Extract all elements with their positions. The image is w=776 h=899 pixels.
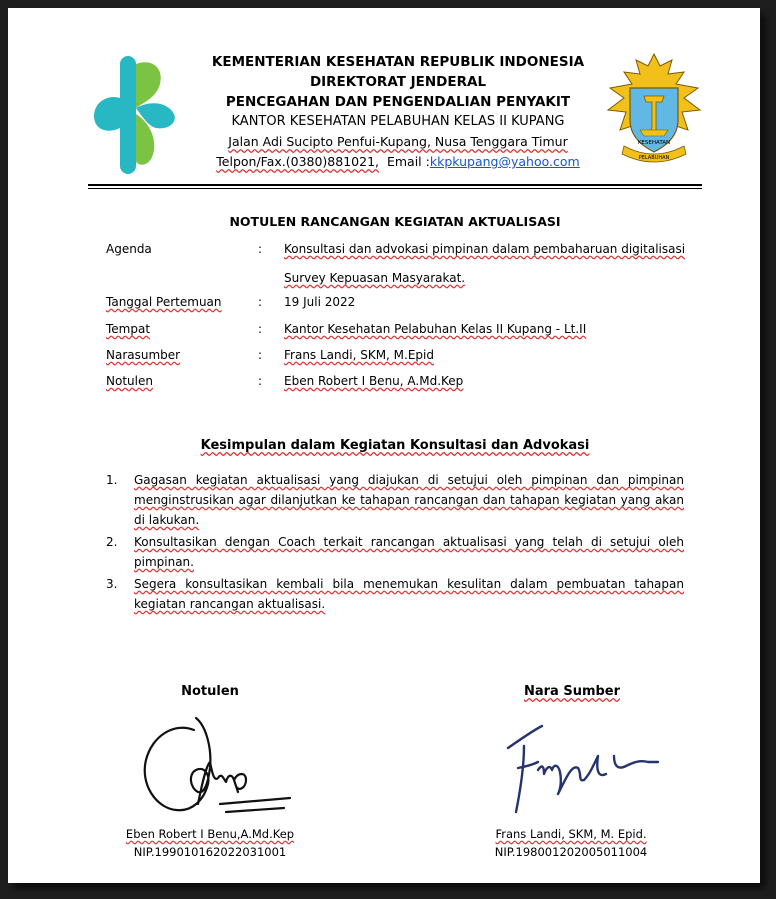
ministry-name: KEMENTERIAN KESEHATAN REPUBLIK INDONESIA [211,54,585,70]
list-item [106,470,684,530]
colon: : [258,322,263,336]
list-text: Konsultasikan dengan Coach terkait rancangan aktualisasi yang telah di setujui oleh pimpinan. [134,535,684,569]
date-value: 19 Juli 2022 [284,295,356,309]
directorate: DIREKTORAT JENDERAL [309,74,487,90]
document-page [8,8,760,883]
header-rule-thin [88,188,702,189]
list-text: Segera konsultasikan kembali bila menemukan kesulitan dalam pembuatan tahapan kegiatan rancangan aktualisasi. [134,577,684,611]
agenda-label: Agenda [106,242,152,256]
colon: : [258,242,263,256]
agenda-value: Konsultasi dan advokasi pimpinan dalam pembaharuan digitalisasi [284,242,686,256]
list-item [106,574,684,614]
narasumber-signature [498,712,668,822]
document-title: NOTULEN RANCANGAN KEGIATAN AKTUALISASI [229,214,561,229]
emblem-bottom-text: PELABUHAN [638,155,670,161]
list-item [106,532,684,572]
colon: : [258,374,263,388]
office-address: Jalan Adi Sucipto Penfui-Kupang, Nusa Tenggara Timur [228,134,568,149]
conclusion-title: Kesimpulan dalam Kegiatan Konsultasi dan Advokasi [200,438,590,453]
header-rule [88,184,702,186]
phone-text: Telpon/Fax.(0380)881021, [216,154,380,169]
agenda-value-cont: Survey Kepuasan Masyarakat. [284,271,466,285]
narasumber-name: Frans Landi, SKM, M. Epid. [495,827,647,841]
colon: : [258,348,263,362]
notulen-name: Eben Robert I Benu,A.Md.Kep [125,827,295,841]
email-link[interactable]: kkpkupang@yahoo.com [429,154,580,169]
place-label: Tempat [106,322,151,336]
speaker-label: Narasumber [106,348,181,362]
list-number: 1. [106,473,118,487]
list-number: 2. [106,535,118,549]
date-label: Tanggal Pertemuan [106,295,222,309]
kkp-emblem [604,50,704,170]
colon: : [258,295,263,309]
directorate-division: PENCEGAHAN DAN PENGENDALIAN PENYAKIT [225,94,571,110]
conclusion-list [106,470,684,616]
notulen-signature [134,708,294,826]
place-value: Kantor Kesehatan Pelabuhan Kelas II Kupang - Lt.II [284,322,587,336]
narasumber-nip: NIP.19800120200501100​4 [494,845,648,859]
list-number: 3. [106,577,118,591]
notulen-nip: NIP.19901016202203100​1 [133,845,287,859]
kemenkes-logo [86,50,186,180]
narasumber-signature-title: Nara Sumber [523,684,621,699]
contact-line [178,152,618,172]
list-text: Gagasan kegiatan aktualisasi yang diajukan di setujui oleh pimpinan dan pimpinan menginstrusikan agar dilanjutkan ke tahapan rancangan dan tahapan kegiatan yang akan di lakukan. [134,473,684,527]
letterhead [178,52,618,172]
emblem-top-text: KESEHATAN [637,140,671,146]
notetaker-label: Notulen [106,374,153,388]
speaker-value: Frans Landi, SKM, M.Epid [284,348,434,362]
email-label: Email : [386,154,430,169]
notetaker-value: Eben Robert I Benu, A.Md.Kep [284,374,464,388]
office-name: KANTOR KESEHATAN PELABUHAN KELAS II KUPANG [231,114,565,129]
notulen-signature-title: Notulen [181,684,239,699]
